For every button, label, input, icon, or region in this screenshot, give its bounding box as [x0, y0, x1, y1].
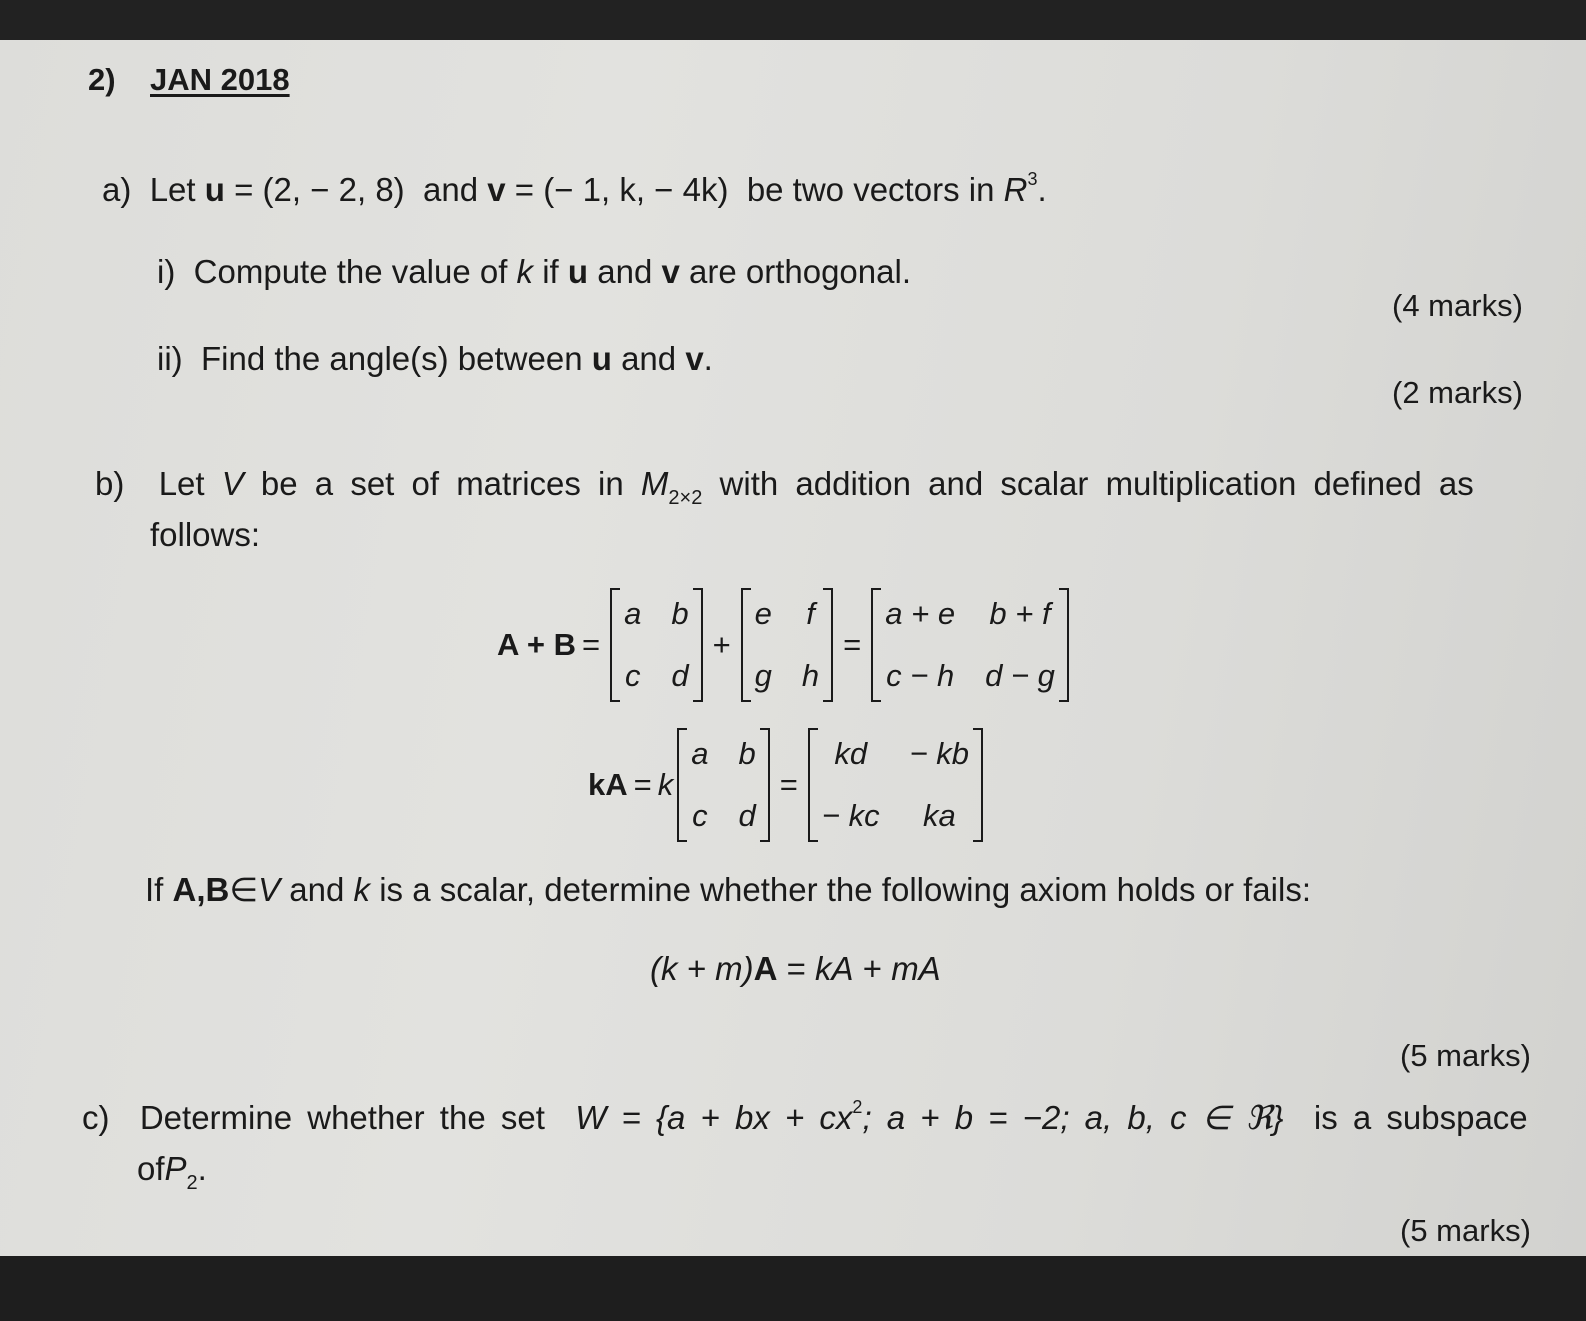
matrix-entry: ka	[922, 798, 956, 833]
matrix-entry: b	[671, 596, 689, 631]
top-dark-edge	[0, 0, 1586, 40]
matrix-entry: − kb	[909, 736, 970, 771]
scalar-lhs: kA	[588, 767, 628, 802]
matrix-entry: c	[624, 658, 641, 693]
plus-sign: +	[712, 627, 731, 662]
equals-sign: =	[779, 767, 798, 802]
question-title: JAN 2018	[150, 62, 290, 97]
matrix-entry: a + e	[885, 596, 956, 631]
scalar-k: k	[657, 767, 674, 802]
marks-a-ii: (2 marks)	[1392, 375, 1523, 410]
question-number: 2)	[88, 62, 116, 97]
matrix-entry: a	[691, 736, 709, 771]
matrix-entry: b + f	[989, 596, 1051, 631]
matrix-entry: c	[692, 798, 708, 833]
scalar-definition	[588, 728, 987, 842]
matrix-entry: e	[754, 596, 772, 631]
part-b-line2: follows:	[150, 516, 261, 553]
matrix-entry: d − g	[985, 658, 1055, 693]
matrix-scaled	[808, 728, 983, 842]
axiom-equation: (k + m)A = kA + mA	[650, 950, 941, 987]
matrix-entry: g	[754, 658, 772, 693]
part-a-ii: ii) Find the angle(s) between u and v.	[157, 340, 713, 377]
matrix-entry: c − h	[886, 658, 955, 693]
part-c-line2: ofP$_2$.	[137, 1150, 207, 1194]
matrix-entry: − kc	[821, 798, 880, 833]
equals-sign: =	[581, 627, 601, 662]
matrix-entry: f	[806, 596, 815, 631]
matrix-entry: a	[624, 596, 642, 631]
matrix-entry: d	[671, 658, 689, 693]
matrix-a	[677, 728, 770, 842]
part-a-stem: a) Let u = (2, − 2, 8) and v = (− 1, k, − 4k) be two vectors in $R^3$.	[102, 169, 1047, 208]
matrix-b	[741, 588, 834, 702]
matrix-entry: b	[738, 736, 756, 771]
matrix-entry: kd	[834, 736, 868, 771]
part-b-line1: b) Let V be a set of matrices in $M_{2\times 2}$ with addition and scalar multiplication defined as	[95, 465, 1474, 509]
part-a-i: i) Compute the value of k if u and v are orthogonal.	[157, 253, 911, 290]
axiom-condition: If A,B∈V and k is a scalar, determine whether the following axiom holds or fails:	[145, 871, 1311, 908]
matrix-entry: h	[801, 658, 820, 693]
equals-sign: =	[843, 627, 862, 662]
matrix-sum	[871, 588, 1069, 702]
addition-definition	[497, 588, 1073, 702]
addition-lhs: A + B	[497, 627, 576, 662]
marks-b: (5 marks)	[1400, 1038, 1531, 1073]
bottom-dark-edge	[0, 1256, 1586, 1321]
matrix-entry: d	[738, 798, 756, 833]
part-c-line1: c) Determine whether the set W = {a + bx + $cx^2$; a + b = −2; a, b, c ∈ ℜ} is a subspace	[82, 1097, 1528, 1136]
matrix-a	[610, 588, 703, 702]
marks-a-i: (4 marks)	[1392, 288, 1523, 323]
marks-c: (5 marks)	[1400, 1213, 1531, 1248]
equals-sign: =	[633, 767, 652, 802]
